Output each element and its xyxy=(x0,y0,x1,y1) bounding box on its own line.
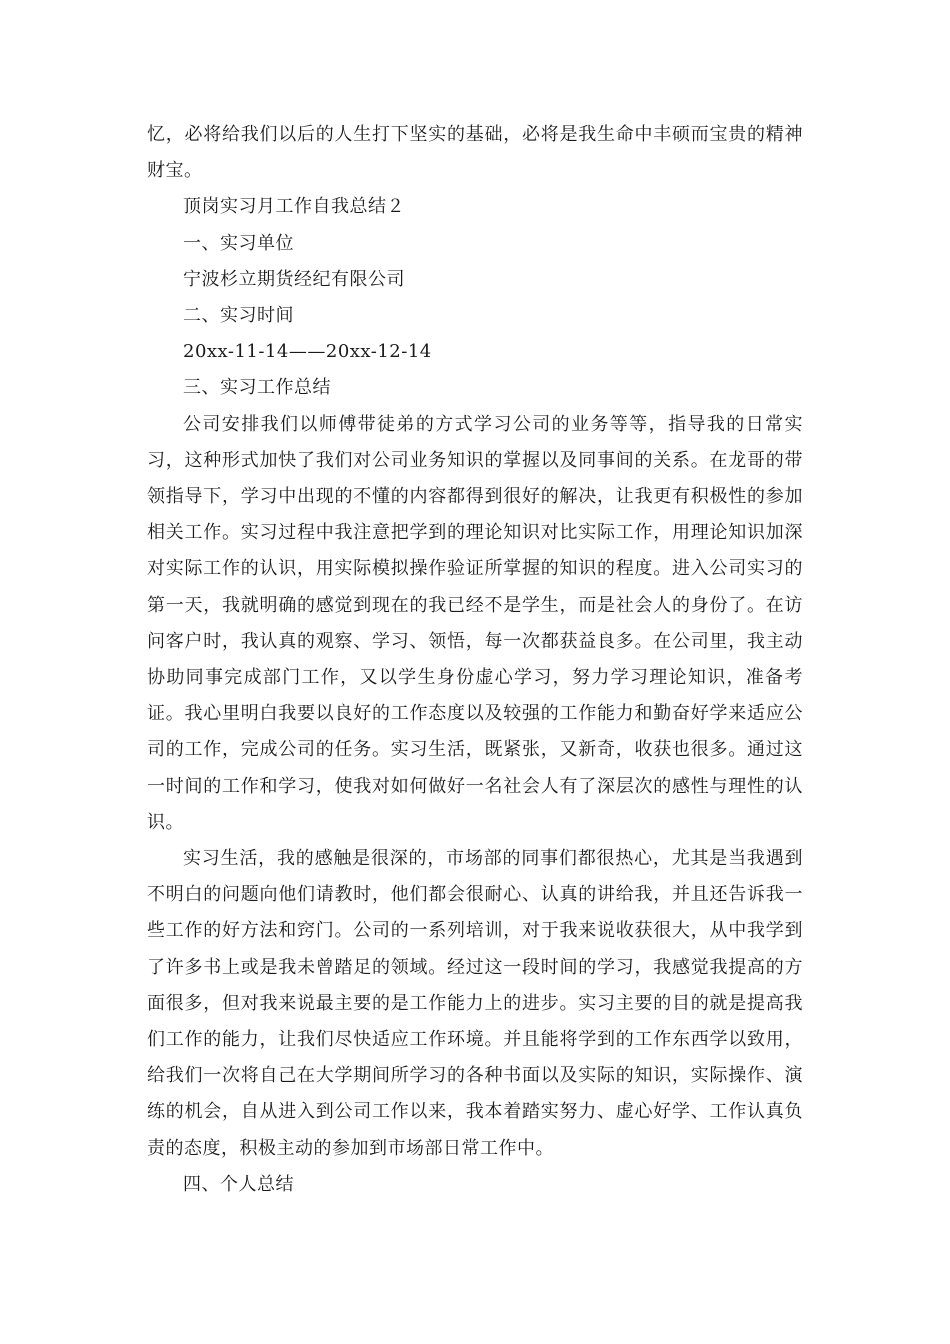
section-heading-unit: 一、实习单位 xyxy=(183,232,294,254)
paragraph-work-summary: 公司安排我们以师傅带徒弟的方式学习公司的业务等等，指导我的日常实习，这种形式加快了我们对公司业务知识的掌握以及同事间的关系。在龙哥的带领指导下，学习中出现的不懂的内容都得到很好的解决，让我更有积极性的参加相关工作。实习过程中我注意把学到的理论知识对比实际工作，用理论知识加深对实际工作的认识，用实际模拟操作验证所掌握的知识的程度。进入公司实习的第一天，我就明确的感觉到现在的我已经不是学生，而是社会人的身份了。在访问客户时，我认真的观察、学习、领悟，每一次都获益良多。在公司里，我主动协助同事完成部门工作，又以学生身份虚心学习，努力学习理论知识，准备考证。我心里明白我要以良好的工作态度以及较强的工作能力和勤奋好学来适应公司的工作，完成公司的任务。实习生活，既紧张，又新奇，收获也很多。通过这一时间的工作和学习，使我对如何做好一名社会人有了深层次的感性与理性的认识。 xyxy=(147,413,803,833)
unit-name: 宁波杉立期货经纪有限公司 xyxy=(183,268,405,290)
section-heading-time: 二、实习时间 xyxy=(183,305,294,327)
paragraph-continuation: 忆，必将给我们以后的人生打下坚实的基础，必将是我生命中丰硕而宝贵的精神财宝。 xyxy=(147,124,803,182)
internship-dates: 20xx-11-14——20xx-12-14 xyxy=(183,341,432,363)
section-heading-summary: 三、实习工作总结 xyxy=(183,377,331,399)
section-heading-personal: 四、个人总结 xyxy=(183,1173,294,1195)
paragraph-feelings: 实习生活，我的感触是很深的，市场部的同事们都很热心，尤其是当我遇到不明白的问题向他们请教时，他们都会很耐心、认真的讲给我，并且还告诉我一些工作的好方法和窍门。公司的一系列培训，对于我来说收获很大，从中我学到了许多书上或是我未曾踏足的领域。经过这一段时间的学习，我感觉我提高的方面很多，但对我来说最主要的是工作能力上的进步。实习主要的目的就是提高我们工作的能力，让我们尽快适应工作环境。并且能将学到的工作东西学以致用，给我们一次将自己在大学期间所学习的各种书面以及实际的知识，实际操作、演练的机会，自从进入到公司工作以来，我本着踏实努力、虚心好学、工作认真负责的态度，积极主动的参加到市场部日常工作中。 xyxy=(147,848,803,1159)
section-heading-title: 顶岗实习月工作自我总结２ xyxy=(183,196,405,218)
document-body xyxy=(147,117,803,1203)
